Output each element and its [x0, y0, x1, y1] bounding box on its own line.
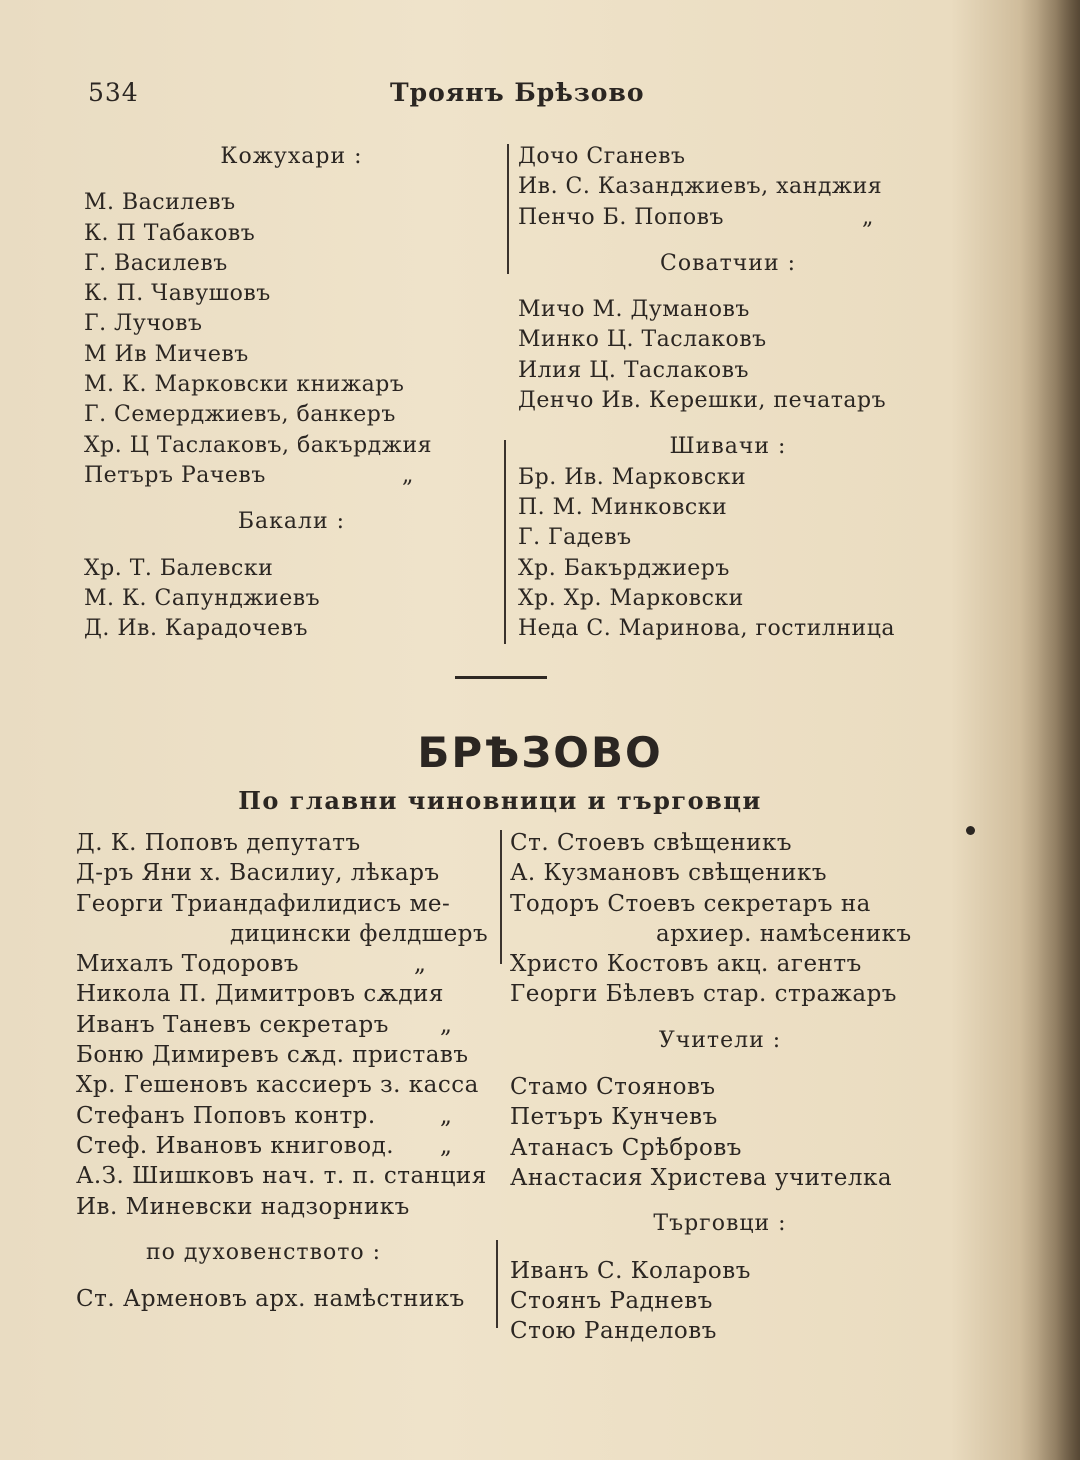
section-separator — [455, 676, 547, 679]
column-divider — [496, 1240, 498, 1328]
troyan-left-column — [84, 142, 499, 644]
list-item: М. К. Марковски книжаръ — [84, 372, 405, 398]
list-item: Г. Лучовъ — [84, 311, 203, 337]
list-item: Д. К. Поповъ депутатъ — [76, 830, 361, 856]
list-item — [76, 1101, 491, 1131]
list-item: К. П Табаковъ — [84, 220, 256, 246]
page-header — [88, 78, 988, 112]
ditto-mark: „ — [862, 204, 874, 230]
brezovo-right-column — [510, 828, 930, 1346]
section-heading-kozhuhari: Кожухари : — [220, 144, 363, 169]
list-item: Хр. Бакърджиеръ — [518, 555, 730, 581]
section-heading-shivachi: Шивачи : — [669, 434, 787, 460]
section-heading-clergy: по духовенството : — [145, 1239, 382, 1265]
list-item: Стамо Стояновъ — [510, 1074, 716, 1101]
list-item-text: Иванъ Таневъ секретаръ — [76, 1011, 389, 1038]
ditto-mark: „ — [440, 1132, 453, 1159]
column-divider — [504, 440, 506, 644]
list-item: Д. Ив. Карадочевъ — [84, 616, 309, 642]
ditto-mark: „ — [440, 1011, 453, 1038]
list-item: Христо Костовъ акц. агентъ — [510, 951, 862, 978]
list-item: Ив. С. Казанджиевъ, ханджия — [518, 174, 883, 200]
list-item: Бр. Ив. Марковски — [518, 464, 747, 490]
list-item: Стою Ранделовъ — [510, 1318, 717, 1345]
list-item: Боню Димиревъ сѫд. приставъ — [76, 1042, 469, 1069]
list-item: К. П. Чавушовъ — [84, 281, 271, 307]
list-item: Мичо М. Думановъ — [518, 297, 750, 323]
brezovo-left-column — [76, 828, 491, 1314]
list-item: Стоянъ Радневъ — [510, 1287, 713, 1314]
section-heading-teachers: Учители : — [658, 1027, 782, 1053]
list-item: Анастасия Христева учителка — [510, 1164, 893, 1191]
list-item-text: Михалъ Тодоровъ — [76, 951, 299, 978]
list-item: Хр. Хр. Марковски — [518, 585, 744, 611]
list-item: Тодоръ Стоевъ секретаръ на — [510, 890, 871, 917]
list-item: Георги Триандафилидисъ ме- — [76, 890, 451, 917]
list-item: П. М. Минковски — [518, 494, 728, 520]
list-item: М. К. Сапунджиевъ — [84, 585, 321, 611]
list-item: Минко Ц. Таслаковъ — [518, 327, 767, 353]
list-item: архиер. намѣсеникъ — [656, 920, 912, 947]
list-item: Неда С. Маринова, гостилница — [518, 616, 895, 642]
list-item: Атанасъ Срѣбровъ — [510, 1134, 742, 1161]
list-item: Иванъ С. Коларовъ — [510, 1257, 751, 1284]
list-item — [84, 461, 499, 491]
list-item: А.З. Шишковъ нач. т. п. станция — [76, 1163, 487, 1190]
section-title: БРѢЗОВО — [417, 728, 663, 777]
list-item: Д-ръ Яни х. Василиу, лѣкаръ — [76, 860, 440, 887]
list-item-text: Пенчо Б. Поповъ — [518, 204, 725, 230]
list-item — [76, 1010, 491, 1040]
ditto-mark: „ — [440, 1102, 453, 1129]
list-item: Г. Василевъ — [84, 250, 228, 276]
list-item — [76, 1131, 491, 1161]
list-item-text: Петъръ Рачевъ — [84, 462, 266, 488]
page-number: 534 — [88, 78, 139, 107]
list-item: Никола П. Димитровъ сѫдия — [76, 981, 444, 1008]
binding-shadow — [1020, 0, 1080, 1460]
section-subtitle: По главни чиновници и търговци — [238, 786, 762, 815]
list-item: Хр. Гешеновъ кассиеръ з. касса — [76, 1072, 479, 1099]
list-item: Ив. Миневски надзорникъ — [76, 1193, 410, 1220]
list-item: Г. Гадевъ — [518, 525, 632, 551]
section-heading-merchants: Търговци : — [653, 1211, 787, 1237]
section-heading-bakali: Бакали : — [237, 509, 346, 535]
list-item: Ст. Арменовъ арх. намѣстникъ — [76, 1286, 465, 1313]
column-divider — [500, 830, 502, 964]
list-item — [76, 949, 491, 979]
list-item: М. Василевъ — [84, 190, 236, 216]
list-item: Хр. Т. Балевски — [84, 555, 274, 581]
list-item: Петъръ Кунчевъ — [510, 1104, 718, 1131]
list-item: Дочо Сганевъ — [518, 144, 686, 169]
ink-spot — [966, 826, 975, 835]
list-item-text: Стефанъ Поповъ контр. — [76, 1102, 376, 1129]
list-item: Георги Бѣлевъ стар. стражаръ — [510, 981, 897, 1008]
list-item: Илия Ц. Таслаковъ — [518, 357, 749, 383]
list-item: Г. Семерджиевъ, банкеръ — [84, 402, 396, 428]
troyan-right-column — [518, 142, 938, 644]
ditto-mark: „ — [414, 951, 427, 978]
list-item-text: Стеф. Ивановъ книговод. — [76, 1132, 395, 1159]
section-heading-sovatchii: Соватчии : — [659, 250, 797, 276]
list-item — [518, 203, 938, 233]
list-item: Ст. Стоевъ свѣщеникъ — [510, 830, 792, 856]
list-item: А. Кузмановъ свѣщеникъ — [510, 860, 827, 887]
list-item: М Ив Мичевъ — [84, 341, 249, 367]
list-item: Денчо Ив. Керешки, печатаръ — [518, 388, 887, 414]
column-divider — [507, 144, 509, 274]
ditto-mark: „ — [402, 462, 414, 488]
list-item: дицински фелдшеръ — [230, 920, 489, 947]
running-title: Троянъ Брѣзово — [390, 78, 645, 107]
list-item: Хр. Ц Таслаковъ, бакърджия — [84, 432, 432, 458]
